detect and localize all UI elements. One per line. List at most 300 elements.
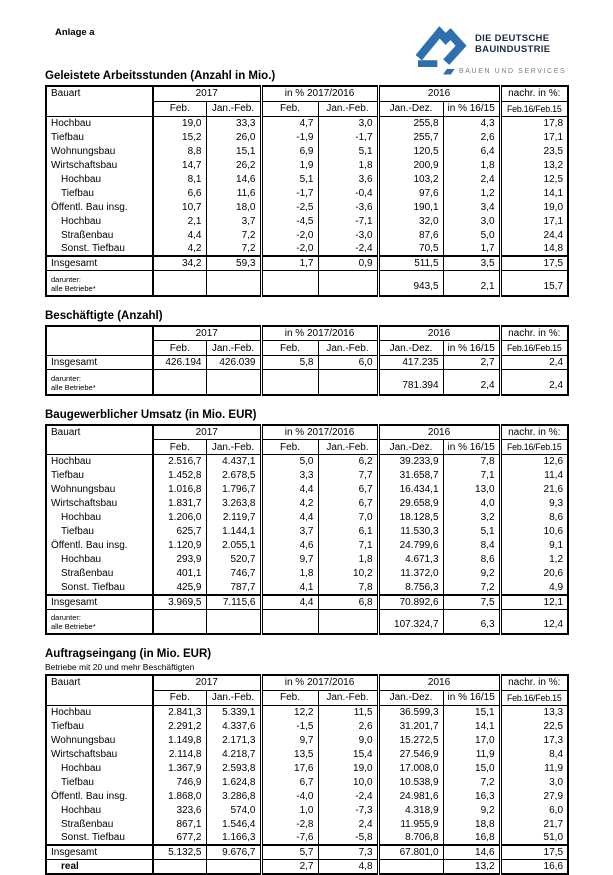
cell: 51,0	[500, 831, 568, 845]
cell: 1.546,4	[206, 817, 261, 831]
cell: -1,7	[261, 186, 318, 200]
cell: 11,5	[318, 705, 378, 719]
cell: 9,2	[443, 803, 500, 817]
cell: 4.218,7	[206, 747, 261, 761]
cell: 1.868,0	[153, 789, 206, 803]
cell: 5.339,1	[206, 705, 261, 719]
cell: 12,5	[500, 172, 568, 186]
cell: -7,6	[261, 831, 318, 845]
column-subheader-3: Jan.-Feb.	[318, 440, 378, 455]
cell: 4,7	[261, 116, 318, 130]
cell: 107.324,7	[378, 609, 443, 634]
cell: 2.055,1	[206, 539, 261, 553]
cell: 32,0	[378, 214, 443, 228]
cell: 21,6	[500, 483, 568, 497]
row-label: Hochbau	[51, 706, 92, 718]
cell: 6,1	[318, 525, 378, 539]
cell: 24.799,6	[378, 539, 443, 553]
cell	[153, 271, 206, 296]
cell: 4,8	[318, 860, 378, 875]
cell	[206, 271, 261, 296]
cell	[318, 370, 378, 395]
table-row	[46, 172, 568, 186]
cell	[153, 370, 206, 395]
row-label: Hochbau	[61, 215, 102, 227]
row-label: Öffentl. Bau insg.	[51, 790, 128, 802]
cell: 7,5	[443, 595, 500, 610]
cell: 9,2	[443, 567, 500, 581]
cell: 1,7	[443, 242, 500, 256]
column-subheader-2: Feb.	[261, 690, 318, 705]
table-row	[46, 144, 568, 158]
cell: 2.119,7	[206, 511, 261, 525]
table-row	[46, 511, 568, 525]
cell: 6,9	[261, 144, 318, 158]
cell: 6,4	[443, 144, 500, 158]
cell: 943,5	[378, 271, 443, 296]
cell: 8.706,8	[378, 831, 443, 845]
row-label: Hochbau	[51, 456, 92, 468]
table-row-total	[46, 595, 568, 610]
cell: 323,6	[153, 803, 206, 817]
cell: 17,8	[500, 116, 568, 130]
cell: 15,1	[206, 144, 261, 158]
cell: 7,1	[318, 539, 378, 553]
cell: 19,0	[153, 116, 206, 130]
column-group-0: 2017	[153, 86, 261, 101]
cell: 2,7	[443, 356, 500, 370]
cell: 1.206,0	[153, 511, 206, 525]
cell: 8,4	[443, 539, 500, 553]
cell: 1,8	[261, 567, 318, 581]
cell: 1.796,7	[206, 483, 261, 497]
row-label: Hochbau	[61, 512, 102, 523]
row-label: Tiefbau	[61, 526, 94, 537]
cell: 3.286,8	[206, 789, 261, 803]
cell: 426.194	[153, 356, 206, 370]
table-row	[46, 803, 568, 817]
cell: 6,0	[500, 803, 568, 817]
cell: 10.538,9	[378, 775, 443, 789]
column-header-bauart: Bauart	[46, 86, 153, 116]
row-label: Hochbau	[61, 762, 102, 774]
cell: 4.437,1	[206, 455, 261, 469]
cell: 1,0	[261, 803, 318, 817]
cell: 425,9	[153, 581, 206, 595]
cell: 12,6	[500, 455, 568, 469]
cell: 6,6	[153, 186, 206, 200]
logo-tagline: BAUEN UND SERVICES	[459, 68, 567, 75]
cell: 7,3	[318, 845, 378, 860]
column-subheader-5: in % 16/15	[443, 101, 500, 116]
cell: 6,3	[443, 609, 500, 634]
cell: 4,2	[261, 497, 318, 511]
cell: 3,6	[318, 172, 378, 186]
cell: 14,8	[500, 242, 568, 256]
darunter-label	[46, 271, 153, 296]
cell	[206, 609, 261, 634]
cell: 2,1	[153, 214, 206, 228]
cell: 7,2	[206, 242, 261, 256]
cell: -2,4	[318, 789, 378, 803]
cell: 18.128,5	[378, 511, 443, 525]
column-subheader-1: Jan.-Feb.	[206, 440, 261, 455]
cell: -1,5	[261, 719, 318, 733]
logo-name-line1: DIE DEUTSCHE	[475, 33, 550, 44]
row-label: Öffentl. Bau insg.	[51, 540, 128, 551]
cell: 7,8	[443, 455, 500, 469]
column-group-0: 2017	[153, 326, 261, 341]
cell: 1.166,3	[206, 831, 261, 845]
cell: 36.599,3	[378, 705, 443, 719]
cell: 1,9	[261, 158, 318, 172]
cell: 14,1	[500, 186, 568, 200]
column-subheader-1: Jan.-Feb.	[206, 101, 261, 116]
header-group-row	[46, 675, 568, 690]
table-row	[46, 775, 568, 789]
cell: 70.892,6	[378, 595, 443, 610]
row-label: Wohnungsbau	[51, 734, 116, 746]
cell	[153, 609, 206, 634]
cell: 67.801,0	[378, 845, 443, 860]
table-row	[46, 733, 568, 747]
column-header-bauart: Bauart	[46, 675, 153, 705]
cell: 13,2	[500, 158, 568, 172]
table-title: Beschäftigte (Anzahl)	[45, 309, 163, 322]
cell: 9,7	[261, 553, 318, 567]
cell: 4,4	[261, 483, 318, 497]
cell: 16,6	[500, 860, 568, 875]
column-subheader-3: Jan.-Feb.	[318, 690, 378, 705]
cell: 59,3	[206, 256, 261, 271]
cell: 29.658,9	[378, 497, 443, 511]
column-group-3: nachr. in %:	[500, 326, 568, 341]
cell: 15,4	[318, 747, 378, 761]
column-group-2: 2016	[378, 425, 500, 440]
darunter-line2: alle Betriebe*	[51, 382, 96, 392]
cell: 867,1	[153, 817, 206, 831]
cell: 1.144,1	[206, 525, 261, 539]
cell: 5,1	[443, 525, 500, 539]
cell: 6,8	[318, 595, 378, 610]
cell: 11,9	[443, 747, 500, 761]
header-group-row	[46, 326, 568, 341]
darunter-label	[46, 370, 153, 395]
table-row-darunter	[46, 271, 568, 296]
table-section-auftragseingang	[45, 648, 567, 875]
darunter-line2: alle Betriebe*	[51, 283, 96, 293]
header-group-row	[46, 86, 568, 101]
cell: 13,2	[443, 860, 500, 875]
table-row	[46, 186, 568, 200]
cell: 5,8	[261, 356, 318, 370]
column-subheader-0: Feb.	[153, 101, 206, 116]
cell: 10,0	[318, 775, 378, 789]
cell: 2,6	[318, 719, 378, 733]
cell: 520,7	[206, 553, 261, 567]
cell: 11,6	[206, 186, 261, 200]
table-row	[46, 228, 568, 242]
cell: 625,7	[153, 525, 206, 539]
column-subheader-6: Feb.16/Feb.15	[500, 341, 568, 356]
column-subheader-1: Jan.-Feb.	[206, 341, 261, 356]
table-section-umsatz	[45, 409, 567, 636]
table-row	[46, 200, 568, 214]
cell: 417.235	[378, 356, 443, 370]
cell: 1,7	[261, 256, 318, 271]
cell: 10,6	[500, 525, 568, 539]
cell: 15,0	[443, 761, 500, 775]
cell: -3,0	[318, 228, 378, 242]
cell: 5,1	[318, 144, 378, 158]
table-row	[46, 705, 568, 719]
column-subheader-4: Jan.-Dez.	[378, 690, 443, 705]
table-row	[46, 719, 568, 733]
logo-tagline-row	[443, 68, 566, 75]
cell: 33,3	[206, 116, 261, 130]
cell	[261, 609, 318, 634]
cell: 574,0	[206, 803, 261, 817]
cell	[261, 370, 318, 395]
cell: 3,0	[443, 214, 500, 228]
column-subheader-6: Feb.16/Feb.15	[500, 440, 568, 455]
table-row	[46, 242, 568, 256]
cell: 3,7	[261, 525, 318, 539]
column-subheader-2: Feb.	[261, 440, 318, 455]
cell: 22,5	[500, 719, 568, 733]
table-title: Baugewerblicher Umsatz (in Mio. EUR)	[45, 408, 257, 421]
column-group-1: in % 2017/2016	[261, 86, 378, 101]
cell: 787,7	[206, 581, 261, 595]
cell: 4,6	[261, 539, 318, 553]
darunter-line1: darunter:	[51, 613, 82, 622]
cell: 4.671,3	[378, 553, 443, 567]
page-header	[45, 24, 567, 75]
table-row	[46, 553, 568, 567]
cell: 2,4	[318, 817, 378, 831]
company-logo	[415, 22, 581, 74]
table-section-beschaeftigte	[45, 310, 567, 396]
cell: 2,7	[261, 860, 318, 875]
cell: 2.171,3	[206, 733, 261, 747]
table-row	[46, 116, 568, 130]
cell: 15,1	[443, 705, 500, 719]
cell: 11.530,3	[378, 525, 443, 539]
table-row	[46, 455, 568, 469]
cell: -7,3	[318, 803, 378, 817]
cell: 1.452,8	[153, 469, 206, 483]
column-subheader-2: Feb.	[261, 101, 318, 116]
column-subheader-1: Jan.-Feb.	[206, 690, 261, 705]
cell: 2.841,3	[153, 705, 206, 719]
cell: 17,1	[500, 130, 568, 144]
column-subheader-0: Feb.	[153, 690, 206, 705]
row-label: Insgesamt	[46, 845, 153, 860]
cell: 103,2	[378, 172, 443, 186]
cell: 13,0	[443, 483, 500, 497]
cell	[153, 860, 206, 875]
column-group-0: 2017	[153, 425, 261, 440]
cell: 9,3	[500, 497, 568, 511]
column-subheader-5: in % 16/15	[443, 440, 500, 455]
row-label: Sonst. Tiefbau	[61, 243, 125, 254]
cell: 2,4	[500, 356, 568, 370]
cell: 2.291,2	[153, 719, 206, 733]
cell	[318, 271, 378, 296]
cell: 2.114,8	[153, 747, 206, 761]
table-row	[46, 817, 568, 831]
column-subheader-2: Feb.	[261, 341, 318, 356]
cell: -3,6	[318, 200, 378, 214]
cell: 12,2	[261, 705, 318, 719]
cell: -2,0	[261, 228, 318, 242]
row-label: Sonst. Tiefbau	[61, 581, 125, 593]
column-group-0: 2017	[153, 675, 261, 690]
cell: 11.955,9	[378, 817, 443, 831]
row-label: Straßenbau	[61, 818, 114, 830]
cell: 20,6	[500, 567, 568, 581]
cell: 10,2	[318, 567, 378, 581]
cell: 8,6	[500, 511, 568, 525]
cell: 9,0	[318, 733, 378, 747]
cell: 6,7	[318, 497, 378, 511]
cell: 3.969,5	[153, 595, 206, 610]
row-label: Wohnungsbau	[51, 145, 116, 157]
table-row-total	[46, 256, 568, 271]
cell: 6,0	[318, 356, 378, 370]
cell: 2.593,8	[206, 761, 261, 775]
darunter-line2: alle Betriebe*	[51, 622, 96, 631]
table-row	[46, 831, 568, 845]
cell	[261, 271, 318, 296]
cell: 7,2	[443, 775, 500, 789]
column-subheader-4: Jan.-Dez.	[378, 341, 443, 356]
table-row	[46, 214, 568, 228]
cell: -2,8	[261, 817, 318, 831]
cell: 24,4	[500, 228, 568, 242]
cell: 9.676,7	[206, 845, 261, 860]
column-group-3: nachr. in %:	[500, 86, 568, 101]
cell: 4,4	[261, 511, 318, 525]
table-row	[46, 581, 568, 595]
cell: 31.658,7	[378, 469, 443, 483]
cell: 7,1	[443, 469, 500, 483]
cell: 1.831,7	[153, 497, 206, 511]
row-label: Straßenbau	[61, 568, 114, 579]
cell: 17,6	[261, 761, 318, 775]
cell: 4,1	[261, 581, 318, 595]
cell: 6,7	[318, 483, 378, 497]
cell: 7,2	[443, 581, 500, 595]
cell: 5,7	[261, 845, 318, 860]
column-subheader-4: Jan.-Dez.	[378, 440, 443, 455]
cell: 17,1	[500, 214, 568, 228]
row-label: Wirtschaftsbau	[51, 159, 118, 171]
cell: 31.201,7	[378, 719, 443, 733]
cell: 5.132,5	[153, 845, 206, 860]
cell: 27.546,9	[378, 747, 443, 761]
row-label: Hochbau	[61, 173, 102, 185]
table-subtitle: Betriebe mit 20 und mehr Beschäftigten	[45, 662, 195, 672]
darunter-line1: darunter:	[51, 274, 82, 284]
cell: 255,7	[378, 130, 443, 144]
cell: -5,8	[318, 831, 378, 845]
cell: -1,9	[261, 130, 318, 144]
cell: 16,8	[443, 831, 500, 845]
logo-house-icon	[415, 22, 473, 74]
cell: 1.149,8	[153, 733, 206, 747]
cell: 6,7	[261, 775, 318, 789]
cell: 34,2	[153, 256, 206, 271]
table-row-darunter	[46, 370, 568, 395]
column-group-1: in % 2017/2016	[261, 425, 378, 440]
cell: 70,5	[378, 242, 443, 256]
cell: 3,7	[206, 214, 261, 228]
cell: 8,1	[153, 172, 206, 186]
table-row-real	[46, 860, 568, 875]
row-label: Sonst. Tiefbau	[61, 832, 125, 843]
row-label: Tiefbau	[61, 187, 94, 199]
cell: 15,2	[153, 130, 206, 144]
cell: 8.756,3	[378, 581, 443, 595]
cell: 8,8	[153, 144, 206, 158]
cell: 3,0	[318, 116, 378, 130]
darunter-line1: darunter:	[51, 373, 82, 383]
cell: 511,5	[378, 256, 443, 271]
cell	[378, 860, 443, 875]
cell: 7,8	[318, 581, 378, 595]
data-table-arbeitsstunden	[45, 85, 569, 297]
cell: 4.337,6	[206, 719, 261, 733]
cell: 14,6	[206, 172, 261, 186]
cell	[206, 370, 261, 395]
cell: 8,6	[443, 553, 500, 567]
row-label: Hochbau	[61, 554, 102, 565]
cell: 26,2	[206, 158, 261, 172]
cell: 11,4	[500, 469, 568, 483]
cell: 293,9	[153, 553, 206, 567]
row-label: Tiefbau	[51, 131, 84, 143]
cell: 13,5	[261, 747, 318, 761]
cell: 4,9	[500, 581, 568, 595]
table-row-darunter	[46, 609, 568, 634]
cell: 4,0	[443, 497, 500, 511]
cell: 2.516,7	[153, 455, 206, 469]
table-row	[46, 789, 568, 803]
table-section-arbeitsstunden	[45, 70, 567, 297]
cell: 746,9	[153, 775, 206, 789]
cell: 2,4	[500, 370, 568, 395]
cell: -2,4	[318, 242, 378, 256]
cell	[318, 609, 378, 634]
cell: 14,1	[443, 719, 500, 733]
cell: 4,3	[443, 116, 500, 130]
cell: 1,2	[443, 186, 500, 200]
row-label: Insgesamt	[46, 256, 153, 271]
cell: -2,0	[261, 242, 318, 256]
cell: 1.624,8	[206, 775, 261, 789]
cell: 10,7	[153, 200, 206, 214]
cell: -2,5	[261, 200, 318, 214]
cell: 3,0	[500, 775, 568, 789]
darunter-label	[46, 609, 153, 634]
cell: 8,4	[500, 747, 568, 761]
cell: 1,8	[318, 553, 378, 567]
column-group-3: nachr. in %:	[500, 675, 568, 690]
cell: 87,6	[378, 228, 443, 242]
cell: 16,3	[443, 789, 500, 803]
cell: 21,7	[500, 817, 568, 831]
